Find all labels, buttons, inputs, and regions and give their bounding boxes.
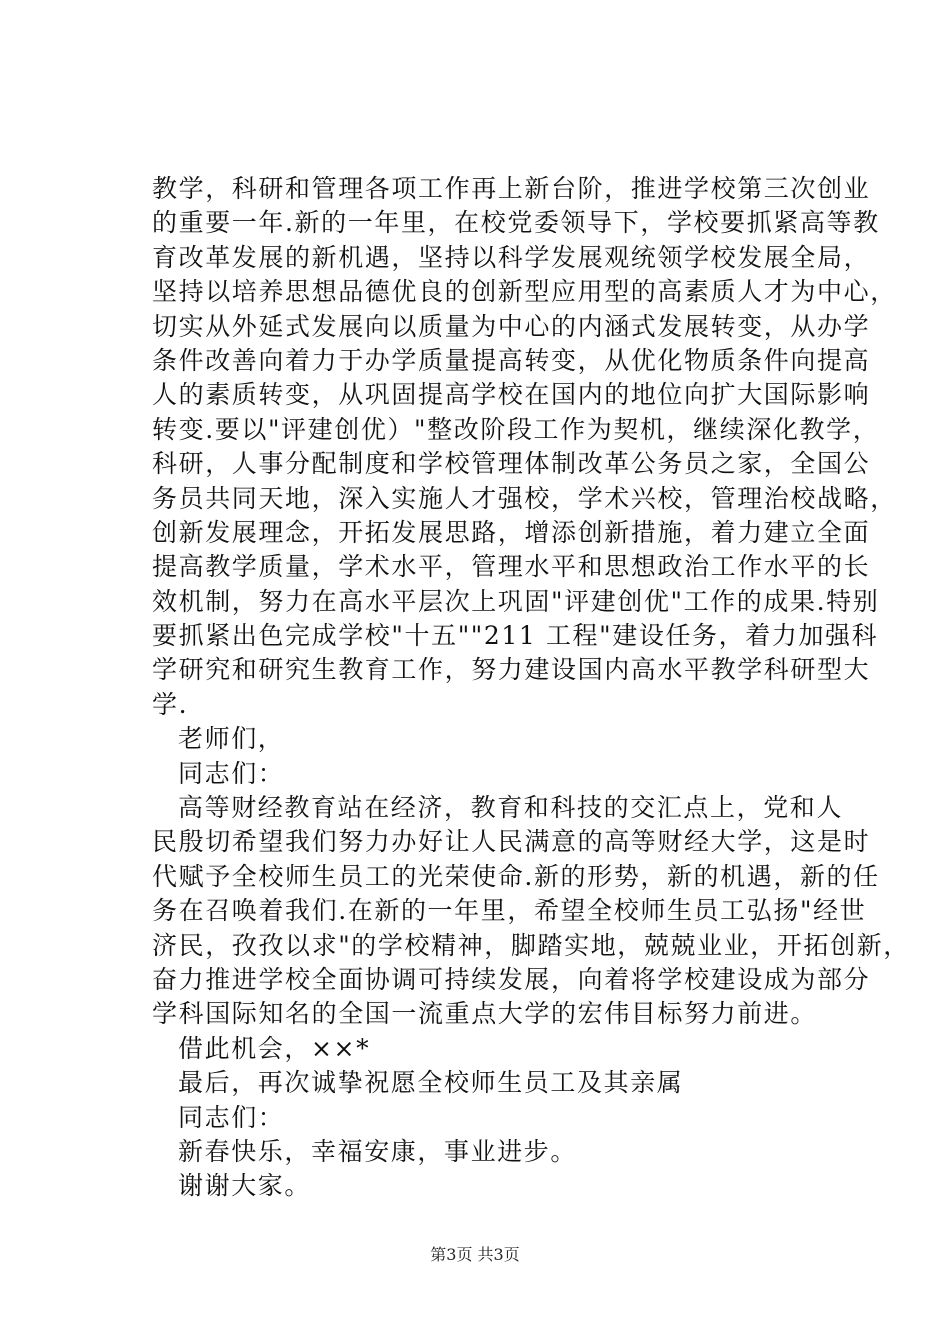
closing-line: 谢谢大家。 [178, 1171, 312, 1201]
salutation-comrades: 同志们： [178, 758, 285, 788]
text-line: 人的素质转变，从巩固提高学校在国内的地位向扩大国际影响 [152, 380, 871, 410]
page-number-footer: 第3页 共3页 [430, 1245, 520, 1264]
text-line: 学研究和研究生教育工作，努力建设国内高水平教学科研型大 [152, 655, 871, 685]
text-line: 济民，孜孜以求"的学校精神，脚踏实地，兢兢业业，开拓创新， [152, 930, 910, 960]
closing-line: 借此机会，××* [178, 1033, 371, 1063]
body-text [152, 172, 910, 1204]
salutation-teachers: 老师们， [178, 724, 285, 754]
closing-line: 最后，再次诚挚祝愿全校师生员工及其亲属 [178, 1068, 684, 1098]
text-line: 务员共同天地，深入实施人才强校，学术兴校，管理治校战略， [152, 483, 897, 513]
text-line: 育改革发展的新机遇，坚持以科学发展观统领学校发展全局， [152, 242, 871, 272]
text-line: 务在召唤着我们.在新的一年里，希望全校师生员工弘扬"经世 [152, 896, 867, 926]
text-line: 要抓紧出色完成学校"十五""211 工程"建设任务，着力加强科 [152, 621, 879, 651]
text-line: 条件改善向着力于办学质量提高转变，从优化物质条件向提高 [152, 345, 871, 375]
text-line: 提高教学质量，学术水平，管理水平和思想政治工作水平的长 [152, 552, 871, 582]
text-line: 代赋予全校师生员工的光荣使命.新的形势，新的机遇，新的任 [152, 861, 880, 891]
text-line: 教学，科研和管理各项工作再上新台阶，推进学校第三次创业 [152, 174, 871, 203]
closing-line: 同志们： [178, 1102, 285, 1132]
text-line: 学科国际知名的全国一流重点大学的宏伟目标努力前进。 [152, 999, 818, 1029]
text-line: 效机制，努力在高水平层次上巩固"评建创优"工作的成果.特别 [152, 586, 880, 616]
text-line: 坚持以培养思想品德优良的创新型应用型的高素质人才为中心， [152, 277, 897, 307]
text-line: 学. [152, 689, 189, 719]
closing-line: 新春快乐，幸福安康，事业进步。 [178, 1136, 578, 1166]
text-line: 民殷切希望我们努力办好让人民满意的高等财经大学，这是时 [152, 827, 871, 857]
text-line: 的重要一年.新的一年里，在校党委领导下，学校要抓紧高等教 [152, 208, 880, 238]
text-line: 转变.要以"评建创优）"整改阶段工作为契机，继续深化教学， [152, 414, 880, 444]
text-line: 科研，人事分配制度和学校管理体制改革公务员之家，全国公 [152, 449, 871, 479]
text-line: 创新发展理念，开拓发展思路，增添创新措施，着力建立全面 [152, 517, 871, 547]
paragraph-start: 高等财经教育站在经济，教育和科技的交汇点上，党和人 [178, 793, 844, 823]
text-line: 切实从外延式发展向以质量为中心的内涵式发展转变，从办学 [152, 311, 871, 341]
text-line: 奋力推进学校全面协调可持续发展，向着将学校建设成为部分 [152, 964, 871, 994]
